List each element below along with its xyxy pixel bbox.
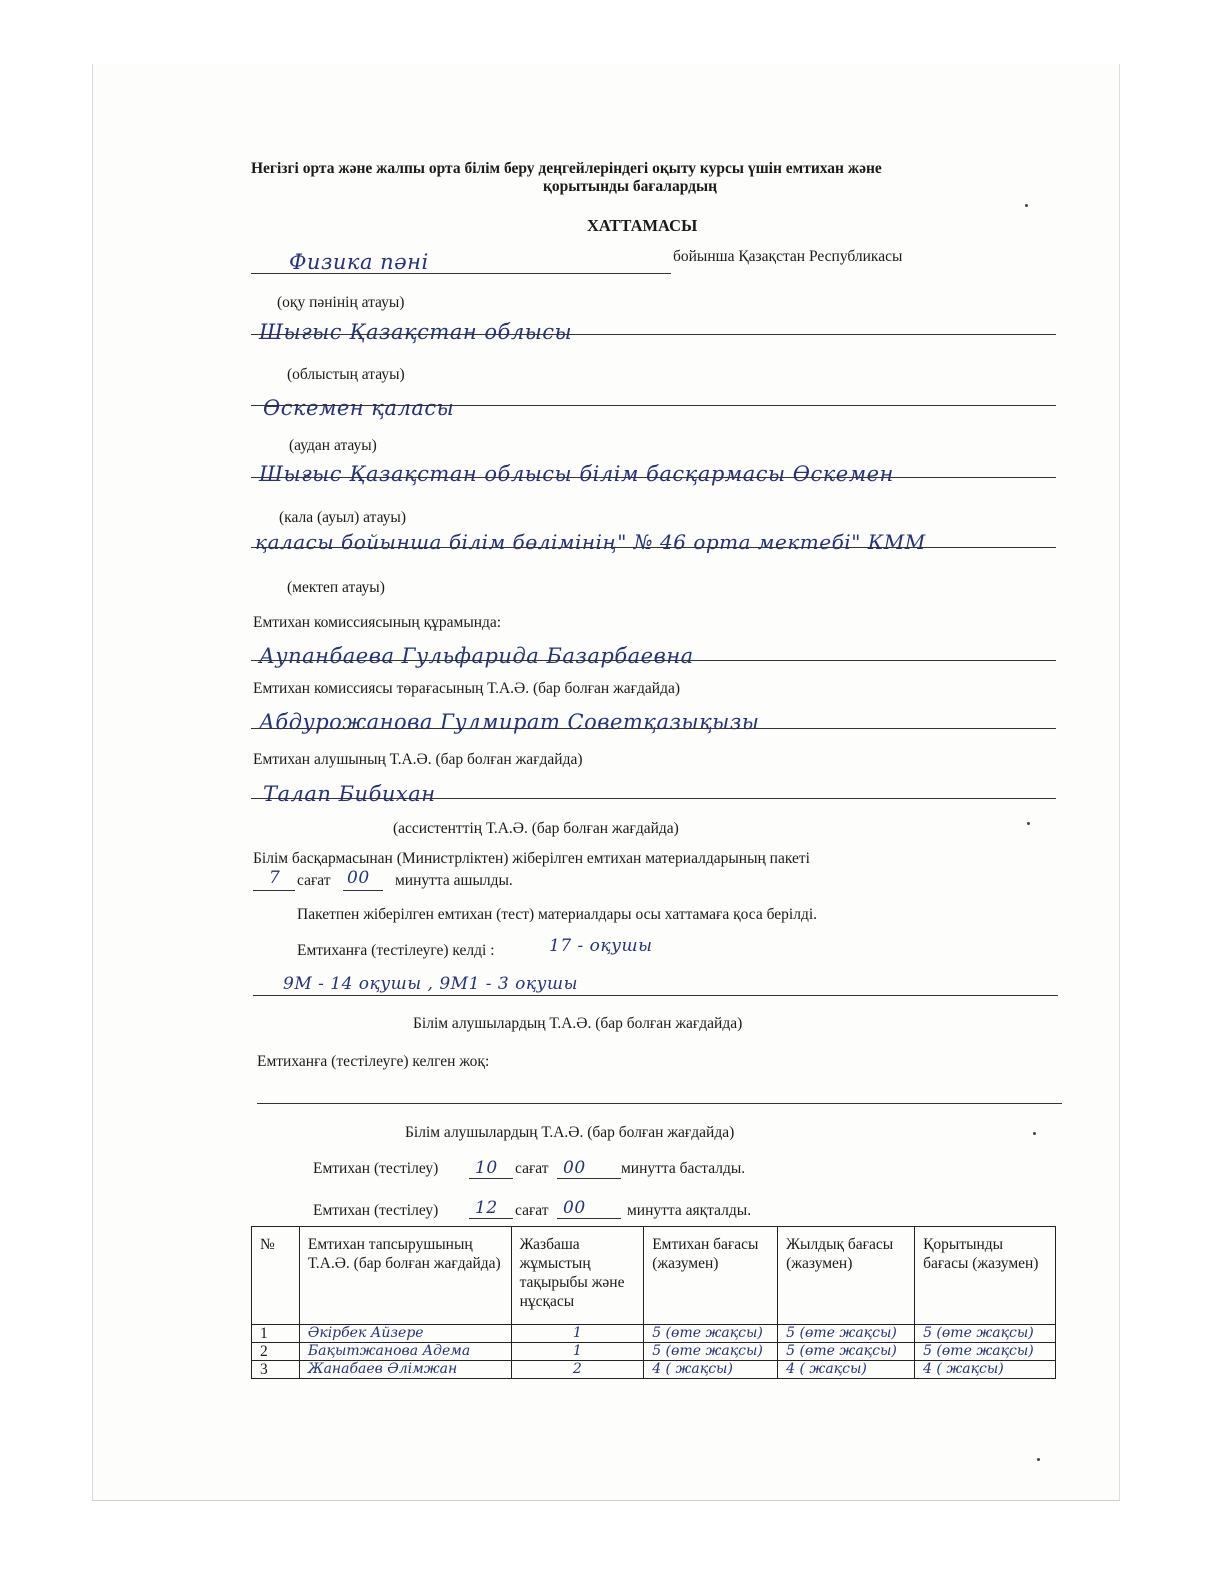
assistant-handwritten: Талап Бибихан xyxy=(263,782,436,806)
final-grade: 5 (өте жақсы) xyxy=(915,1343,1056,1361)
document-sheet xyxy=(92,64,1120,1501)
end-prefix: Емтихан (тестілеу) xyxy=(313,1202,439,1219)
title-line-2: қорытынды бағалардың xyxy=(543,178,718,195)
came-caption: Білім алушылардың Т.А.Ә. (бар болған жағдайда) xyxy=(413,1015,743,1032)
title-line-1: Негізгі орта және жалпы орта білім беру деңгейлеріндегі оқыту курсы үшін емтихан және xyxy=(251,160,882,177)
row-number: 3 xyxy=(252,1361,300,1379)
package-minute-underline xyxy=(343,890,383,891)
commission-chair-caption: Емтихан комиссиясы төрағасының Т.А.Ә. (бар болған жағдайда) xyxy=(253,680,681,697)
scan-speck xyxy=(1037,1458,1040,1461)
package-minute-label: минутта ашылды. xyxy=(395,872,513,889)
student-name: Бақытжанова Адема xyxy=(299,1343,511,1361)
region-handwritten: Шығыс Қазақстан облысы xyxy=(259,320,573,344)
examiner-caption: Емтихан алушының Т.А.Ә. (бар болған жағдайда) xyxy=(253,751,583,768)
title-main: ХАТТАМАСЫ xyxy=(587,216,698,235)
commission-label: Емтихан комиссиясының құрамында: xyxy=(253,614,502,631)
commission-chair-handwritten: Аупанбаева Гульфарида Базарбаевна xyxy=(259,644,694,668)
table-row xyxy=(252,1325,1056,1343)
variant: 1 xyxy=(511,1325,644,1343)
end-hour-label: сағат xyxy=(515,1202,549,1219)
variant: 2 xyxy=(511,1361,644,1379)
end-hour: 12 xyxy=(475,1198,498,1218)
absent-caption: Білім алушылардың Т.А.Ә. (бар болған жағдайда) xyxy=(405,1124,735,1141)
absent-label: Емтиханға (тестілеуге) келген жоқ: xyxy=(257,1053,490,1070)
package-hour-label: сағат xyxy=(297,872,331,889)
table-header-row xyxy=(252,1227,1056,1325)
header-annual-grade: Жылдық бағасы (жазумен) xyxy=(778,1227,915,1325)
assistant-caption: (ассистенттің Т.А.Ә. (бар болған жағдайда) xyxy=(393,820,679,837)
start-suffix: минутта басталды. xyxy=(621,1160,746,1177)
district-underline xyxy=(251,405,1056,406)
start-minute-underline xyxy=(557,1178,621,1179)
city-caption: (кала (ауыл) атауы) xyxy=(279,509,407,526)
grades-table xyxy=(251,1226,1056,1379)
exam-grade: 5 (өте жақсы) xyxy=(644,1343,778,1361)
school-underline xyxy=(251,547,1056,548)
came-label: Емтиханға (тестілеуге) келді : xyxy=(297,942,495,959)
scan-speck xyxy=(1027,822,1030,825)
start-hour-underline xyxy=(469,1178,513,1179)
came-detail: 9М - 14 оқушы , 9М1 - 3 оқушы xyxy=(283,974,578,994)
header-exam-grade: Емтихан бағасы (жазумен) xyxy=(644,1227,778,1325)
start-hour: 10 xyxy=(475,1158,498,1178)
end-minute-underline xyxy=(557,1218,621,1219)
final-grade: 5 (өте жақсы) xyxy=(915,1325,1056,1343)
start-minute: 00 xyxy=(563,1158,586,1178)
city-handwritten: Шығыс Қазақстан облысы білім басқармасы Өскемен xyxy=(259,462,894,486)
start-prefix: Емтихан (тестілеу) xyxy=(313,1160,439,1177)
final-grade: 4 ( жақсы) xyxy=(915,1361,1056,1379)
scan-speck xyxy=(1033,1132,1036,1135)
row-number: 1 xyxy=(252,1325,300,1343)
header-name: Емтихан тапсырушының Т.А.Ә. (бар болған жағдайда) xyxy=(299,1227,511,1325)
table-row xyxy=(252,1343,1056,1361)
header-variant: Жазбаша жұмыстың тақырыбы және нұсқасы xyxy=(511,1227,644,1325)
subject-underline xyxy=(251,273,671,274)
package-text: Білім басқармасынан (Министрліктен) жіберілген емтихан материалдарының пакеті xyxy=(253,850,810,867)
table-row xyxy=(252,1361,1056,1379)
district-caption: (аудан атауы) xyxy=(289,437,377,454)
examiner-underline xyxy=(251,728,1056,729)
region-underline xyxy=(251,334,1056,335)
school-caption: (мектеп атауы) xyxy=(287,579,385,596)
header-final-grade: Қорытынды бағасы (жазумен) xyxy=(915,1227,1056,1325)
subject-suffix: бойынша Қазақстан Республикасы xyxy=(673,248,903,265)
subject-handwritten: Физика пәні xyxy=(289,250,429,274)
student-name: Жанабаев Әлімжан xyxy=(299,1361,511,1379)
exam-grade: 5 (өте жақсы) xyxy=(644,1325,778,1343)
subject-caption: (оқу пәнінің атауы) xyxy=(277,294,405,311)
end-suffix: минутта аяқталды. xyxy=(627,1202,752,1219)
row-number: 2 xyxy=(252,1343,300,1361)
annual-grade: 4 ( жақсы) xyxy=(778,1361,915,1379)
scan-speck xyxy=(1025,204,1028,207)
package-minute: 00 xyxy=(347,868,370,888)
came-count: 17 - оқушы xyxy=(549,936,653,956)
end-minute: 00 xyxy=(563,1198,586,1218)
assistant-underline xyxy=(251,798,1056,799)
absent-underline xyxy=(257,1103,1062,1104)
commission-chair-underline xyxy=(251,660,1056,661)
annual-grade: 5 (өте жақсы) xyxy=(778,1325,915,1343)
start-hour-label: сағат xyxy=(515,1160,549,1177)
city-underline xyxy=(251,477,1056,478)
region-caption: (облыстың атауы) xyxy=(287,366,405,383)
end-hour-underline xyxy=(469,1218,513,1219)
examiner-handwritten: Абдурожанова Гулмират Советқазықызы xyxy=(259,710,760,734)
package-attached: Пакетпен жіберілген емтихан (тест) материалдары осы хаттамаға қоса берілді. xyxy=(297,906,818,923)
district-handwritten: Өскемен қаласы xyxy=(263,396,455,420)
student-name: Әкірбек Айзере xyxy=(299,1325,511,1343)
school-handwritten: қаласы бойынша білім бөлімінің" № 46 орта мектебі" КММ xyxy=(255,530,926,554)
exam-grade: 4 ( жақсы) xyxy=(644,1361,778,1379)
came-underline xyxy=(253,995,1058,996)
header-number: № xyxy=(252,1227,300,1325)
package-hour: 7 xyxy=(269,868,281,888)
annual-grade: 5 (өте жақсы) xyxy=(778,1343,915,1361)
package-hour-underline xyxy=(253,890,295,891)
variant: 1 xyxy=(511,1343,644,1361)
